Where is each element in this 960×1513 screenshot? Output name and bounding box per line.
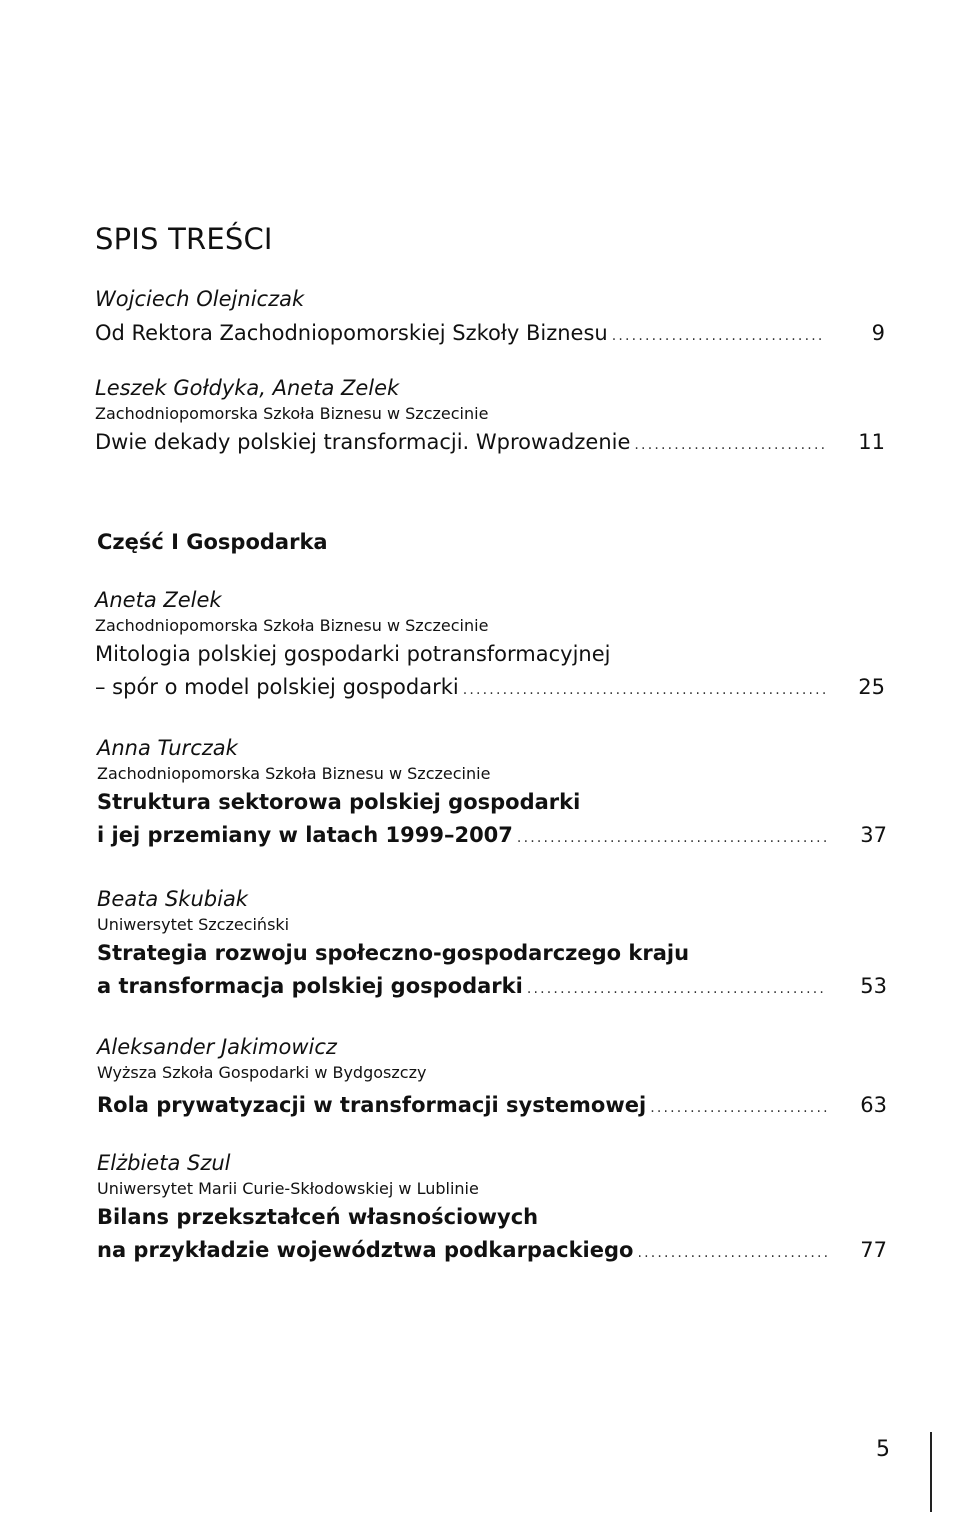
entry-title: Od Rektora Zachodniopomorskiej Szkoły Biznesu xyxy=(95,321,608,345)
entry-author: Aneta Zelek xyxy=(95,588,222,612)
page-number: 63 xyxy=(860,1093,887,1117)
entry-title-line: Mitologia polskiej gospodarki potransformacyjnej xyxy=(95,642,611,666)
part-title: Część I Gospodarka xyxy=(97,530,328,554)
toc-row[interactable] xyxy=(95,317,885,350)
entry-affiliation: Uniwersytet Szczeciński xyxy=(97,915,290,934)
entry-title-line: Strategia rozwoju społeczno-gospodarczego kraju xyxy=(97,941,690,965)
entry-author: Wojciech Olejniczak xyxy=(95,287,305,311)
dot-leader xyxy=(650,1092,827,1125)
entry-title: i jej przemiany w latach 1999–2007 xyxy=(97,823,513,847)
entry-affiliation: Wyższa Szkoła Gospodarki w Bydgoszczy xyxy=(97,1063,427,1082)
entry-affiliation: Zachodniopomorska Szkoła Biznesu w Szczecinie xyxy=(95,616,489,635)
page-number: 25 xyxy=(858,675,885,699)
dot-leader xyxy=(612,320,825,353)
page-number: 11 xyxy=(858,430,885,454)
entry-author: Beata Skubiak xyxy=(97,887,248,911)
entry-author: Leszek Gołdyka, Aneta Zelek xyxy=(95,376,400,400)
entry-affiliation: Zachodniopomorska Szkoła Biznesu w Szczecinie xyxy=(97,764,491,783)
entry-title: Dwie dekady polskiej transformacji. Wprowadzenie xyxy=(95,430,631,454)
entry-author: Elżbieta Szul xyxy=(97,1151,231,1175)
entry-title-line: Bilans przekształceń własnościowych xyxy=(97,1205,539,1229)
page-number: 77 xyxy=(860,1238,887,1262)
entry-affiliation: Zachodniopomorska Szkoła Biznesu w Szczecinie xyxy=(95,404,489,423)
page-number: 53 xyxy=(860,974,887,998)
toc-row[interactable] xyxy=(97,819,887,852)
toc-entry xyxy=(97,1149,887,1267)
toc-entry xyxy=(95,374,885,459)
toc-entry xyxy=(95,586,885,704)
dot-leader xyxy=(463,674,825,707)
toc-entry xyxy=(95,285,885,350)
page-title: SPIS TREŚCI xyxy=(95,222,273,256)
toc-entry xyxy=(97,734,887,852)
entry-author: Anna Turczak xyxy=(97,736,238,760)
entry-title: Rola prywatyzacji w transformacji systemowej xyxy=(97,1093,647,1117)
toc-entry xyxy=(97,1033,887,1122)
dot-leader xyxy=(634,429,825,462)
entry-title: na przykładzie województwa podkarpackiego xyxy=(97,1238,634,1262)
page-folio: 5 xyxy=(876,1437,890,1462)
toc-row[interactable] xyxy=(97,1234,887,1267)
dot-leader xyxy=(527,973,827,1006)
toc-entry xyxy=(97,885,887,1003)
page-edge-line xyxy=(930,1432,932,1512)
toc-row[interactable] xyxy=(97,1089,887,1122)
entry-title: a transformacja polskiej gospodarki xyxy=(97,974,523,998)
page-number: 9 xyxy=(871,321,885,345)
page-number: 37 xyxy=(860,823,887,847)
toc-row[interactable] xyxy=(95,671,885,704)
entry-affiliation: Uniwersytet Marii Curie-Skłodowskiej w Lublinie xyxy=(97,1179,479,1198)
entry-author: Aleksander Jakimowicz xyxy=(97,1035,337,1059)
dot-leader xyxy=(637,1237,827,1270)
toc-row[interactable] xyxy=(95,426,885,459)
toc-row[interactable] xyxy=(97,970,887,1003)
dot-leader xyxy=(517,822,827,855)
entry-title: – spór o model polskiej gospodarki xyxy=(95,675,459,699)
entry-title-line: Struktura sektorowa polskiej gospodarki xyxy=(97,790,581,814)
